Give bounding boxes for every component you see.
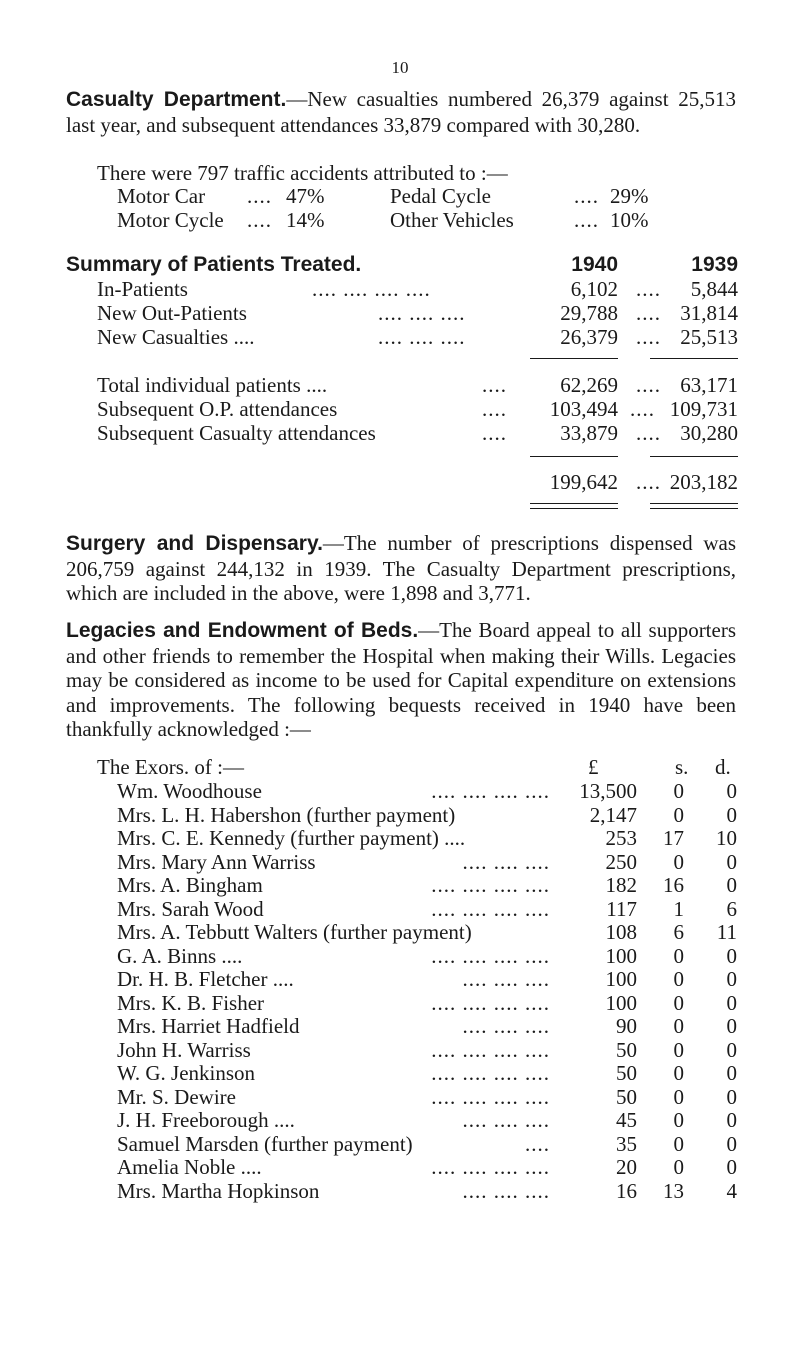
leader-dots: .... [636,373,661,397]
summary-row-label: Subsequent O.P. attendances [97,397,338,421]
legacies-text: —The Board appeal to all supporters and other friends to remember the Hospital when making their Wills. Legacies may be considered as income to be used for Capital expenditure on extensions and improvements. The following bequests received in 1940 have been thankfully acknowledged :— [66,618,737,741]
summary-row-label: In-Patients [97,277,188,301]
leader-dots: .... [247,184,272,208]
bequest-pence: 0 [726,779,737,803]
summary-value-1939: 63,171 [680,373,738,397]
casualty-text: —New casualties numbered 26,379 against 25,513 last year, and subsequent attendances 33,879 compared with 30,280. [66,87,736,137]
bequest-pence: 0 [726,850,737,874]
summary-col-1939: 1939 [691,253,738,276]
leader-dots: .... .... .... .... [431,1038,550,1062]
bequest-pounds: 100 [605,991,637,1015]
bequest-shillings: 6 [673,920,684,944]
bequest-pounds: 50 [616,1061,637,1085]
summary-col-1940: 1940 [571,253,618,276]
bequest-shillings: 0 [673,1014,684,1038]
leader-dots: .... .... .... [462,1179,550,1203]
bequest-pounds: 90 [616,1014,637,1038]
total-rule [530,456,618,457]
leader-dots: .... .... .... .... [431,1155,550,1179]
leader-dots: .... .... .... .... [431,1085,550,1109]
bequest-pence: 4 [726,1179,737,1203]
bequest-pounds: 35 [616,1132,637,1156]
leader-dots: .... [482,421,507,445]
summary-value-1939: 31,814 [680,301,738,325]
bequest-name: Samuel Marsden (further payment) [117,1132,413,1156]
bequest-shillings: 0 [673,850,684,874]
traffic-item-value: 10% [610,208,649,232]
bequest-name: G. A. Binns .... [117,944,243,968]
bequest-name: Mrs. A. Bingham [117,873,263,897]
summary-value-1939: 5,844 [690,277,738,301]
bequest-name: Wm. Woodhouse [117,779,262,803]
bequest-pounds: 117 [606,897,637,921]
leader-dots: .... .... .... .... [431,873,550,897]
subtotal-rule [650,358,738,359]
bequest-name: Mr. S. Dewire [117,1085,236,1109]
bequest-pounds: 16 [616,1179,637,1203]
leader-dots: .... .... .... .... [431,944,550,968]
bequest-pence: 0 [726,991,737,1015]
leader-dots: .... [525,1132,550,1156]
traffic-item-value: 14% [286,208,325,232]
bequest-pence: 11 [716,920,737,944]
summary-value-1940: 29,788 [560,301,618,325]
bequest-pounds: 108 [605,920,637,944]
summary-value-1940: 103,494 [549,397,618,421]
bequest-pounds: 253 [605,826,637,850]
summary-row-label: New Out-Patients [97,301,247,325]
bequest-shillings: 0 [673,1108,684,1132]
bequest-shillings: 1 [673,897,684,921]
leader-dots: .... [482,397,507,421]
summary-row-label: Total individual patients .... [97,373,328,397]
surgery-text: —The number of prescriptions dispensed was 206,759 against 244,132 in 1939. The Casualty Department prescriptions, which are included in the above, were 1,898 and 3,771. [66,531,736,605]
bequest-pounds: 50 [616,1085,637,1109]
bequest-pounds: 50 [616,1038,637,1062]
traffic-item-value: 29% [610,184,649,208]
traffic-item-value: 47% [286,184,325,208]
summary-value-1939: 30,280 [680,421,738,445]
bequest-shillings: 13 [663,1179,684,1203]
bequest-name: Mrs. Sarah Wood [117,897,264,921]
bequest-pence: 0 [726,1108,737,1132]
bequest-name: Amelia Noble .... [117,1155,262,1179]
bequest-shillings: 0 [673,1061,684,1085]
bequest-name: Dr. H. B. Fletcher .... [117,967,294,991]
bequest-name: Mrs. K. B. Fisher [117,991,265,1015]
bequest-shillings: 0 [673,1155,684,1179]
leader-dots: .... .... .... [462,967,550,991]
subtotal-rule [530,358,618,359]
bequest-name: W. G. Jenkinson [117,1061,256,1085]
leader-dots: .... .... .... .... [431,991,550,1015]
bequest-pounds: 2,147 [589,803,637,827]
traffic-item-label: Motor Car [117,184,206,208]
shillings-header: s. [675,755,689,779]
leader-dots: .... [636,421,661,445]
traffic-intro: There were 797 traffic accidents attributed to :— [97,161,508,185]
double-rule [650,503,738,509]
leader-dots: .... [247,208,272,232]
summary-row-label: Subsequent Casualty attendances [97,421,376,445]
summary-row-label: New Casualties .... [97,325,255,349]
leader-dots: .... .... .... .... [431,1061,550,1085]
leader-dots: .... .... .... [462,1014,550,1038]
bequest-pence: 0 [726,1132,737,1156]
bequest-pounds: 20 [616,1155,637,1179]
summary-heading: Summary of Patients Treated. [66,253,362,276]
bequest-shillings: 0 [673,967,684,991]
bequest-name: John H. Warriss [117,1038,251,1062]
leader-dots: .... .... .... .... [312,277,431,301]
bequest-pence: 0 [726,1014,737,1038]
surgery-paragraph [66,531,736,606]
total-rule [650,456,738,457]
bequest-pence: 0 [726,1038,737,1062]
bequest-name: Mrs. Harriet Hadfield [117,1014,300,1038]
traffic-item-label: Pedal Cycle [390,184,491,208]
bequest-shillings: 17 [663,826,684,850]
bequest-shillings: 0 [673,779,684,803]
bequest-shillings: 0 [673,1132,684,1156]
summary-value-1940: 6,102 [570,277,618,301]
leader-dots: .... [636,277,661,301]
bequest-pence: 0 [726,967,737,991]
grand-total-1940: 199,642 [549,470,618,494]
page-number: 10 [391,58,409,77]
leader-dots: .... [630,397,655,421]
bequest-name: Mrs. A. Tebbutt Walters (further payment) [117,920,472,944]
traffic-item-label: Motor Cycle [117,208,224,232]
leader-dots: .... .... .... .... [431,897,550,921]
summary-value-1939: 109,731 [669,397,738,421]
leader-dots: .... .... .... [378,301,466,325]
bequest-pence: 0 [726,1085,737,1109]
leader-dots: .... [636,325,661,349]
bequest-pounds: 100 [605,944,637,968]
traffic-item-label: Other Vehicles [390,208,514,232]
leader-dots: .... [636,301,661,325]
leader-dots: .... [636,470,661,494]
leader-dots: .... [574,184,599,208]
leader-dots: .... [574,208,599,232]
leader-dots: .... .... .... [378,325,466,349]
bequest-pounds: 182 [605,873,637,897]
pounds-header: £ [588,755,599,779]
grand-total-1939: 203,182 [669,470,738,494]
summary-value-1940: 62,269 [560,373,618,397]
bequest-pence: 10 [716,826,737,850]
double-rule [530,503,618,509]
bequest-pence: 0 [726,1155,737,1179]
summary-value-1940: 26,379 [560,325,618,349]
leader-dots: .... .... .... .... [431,779,550,803]
bequest-pence: 6 [726,897,737,921]
bequest-pence: 0 [726,873,737,897]
bequest-name: Mrs. L. H. Habershon (further payment) [117,803,456,827]
bequest-name: Mrs. C. E. Kennedy (further payment) .... [117,826,466,850]
bequest-name: J. H. Freeborough .... [117,1108,295,1132]
leader-dots: .... .... .... [462,1108,550,1132]
bequest-pounds: 100 [605,967,637,991]
bequest-shillings: 0 [673,803,684,827]
bequest-shillings: 0 [673,991,684,1015]
bequest-shillings: 16 [663,873,684,897]
bequest-pence: 0 [726,1061,737,1085]
summary-value-1940: 33,879 [560,421,618,445]
bequest-shillings: 0 [673,1038,684,1062]
summary-value-1939: 25,513 [680,325,738,349]
bequest-pounds: 13,500 [579,779,637,803]
bequest-shillings: 0 [673,1085,684,1109]
bequest-name: Mrs. Martha Hopkinson [117,1179,320,1203]
casualty-heading: Casualty Department. [66,88,287,111]
leader-dots: .... [482,373,507,397]
bequest-pence: 0 [726,803,737,827]
bequest-name: Mrs. Mary Ann Warriss [117,850,316,874]
casualty-paragraph [66,87,736,137]
bequest-pence: 0 [726,944,737,968]
legacies-heading: Legacies and Endowment of Beds. [66,619,419,642]
exors-heading: The Exors. of :— [97,755,244,779]
surgery-heading: Surgery and Dispensary. [66,532,323,555]
pence-header: d. [715,755,731,779]
bequest-pounds: 250 [605,850,637,874]
leader-dots: .... .... .... [462,850,550,874]
legacies-paragraph [66,618,736,742]
bequest-pounds: 45 [616,1108,637,1132]
bequest-shillings: 0 [673,944,684,968]
